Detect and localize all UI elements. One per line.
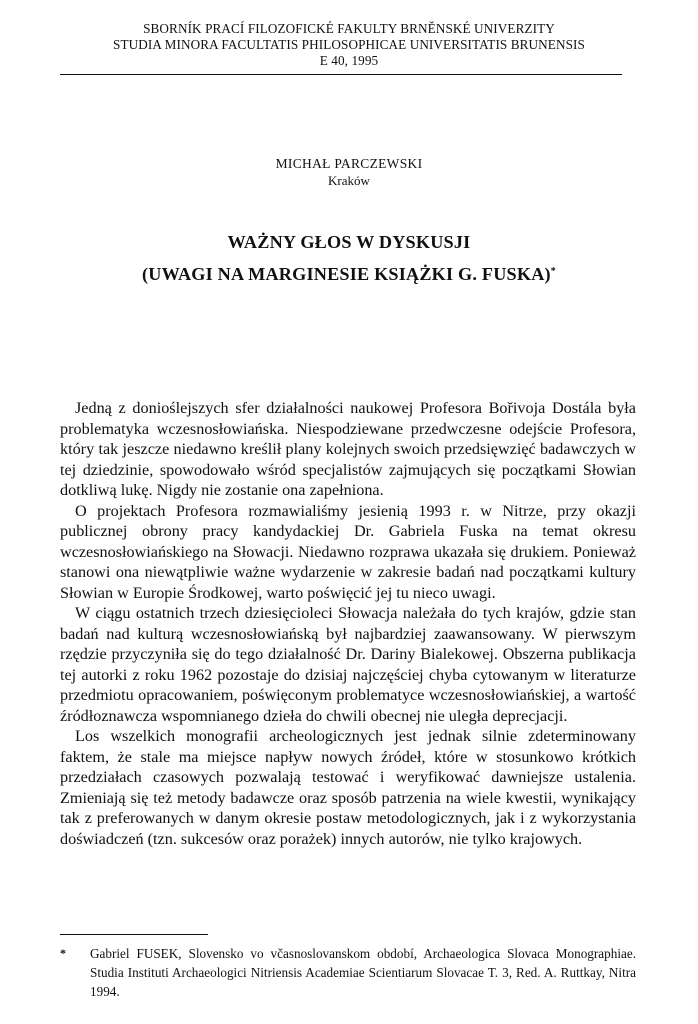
footnote-divider	[60, 934, 208, 935]
footnote-mark: *	[60, 946, 66, 960]
article-body	[60, 398, 636, 849]
title-footnote-mark: *	[550, 266, 556, 277]
header-line-1: SBORNÍK PRACÍ FILOZOFICKÉ FAKULTY BRNĚNSKÉ UNIVERZITY	[143, 21, 555, 36]
author-block	[0, 155, 698, 189]
paragraph: Jedną z donioślejszych sfer działalności naukowej Profesora Bořivoja Dostála była problematyka wczesnosłowiańska. Niespodziewane przedwczesne odejście Profesora, który tak jeszcze niedawno kreślił plany kolejnych swoich przedsięwzięć badawczych w tej dziedzinie, spowodowało wśród specjalistów zajmujących się początkami Słowian dotkliwą lukę. Nigdy nie zostanie ona zapełniona.	[60, 399, 636, 499]
article-title	[0, 228, 698, 289]
header-divider	[60, 74, 622, 75]
author-name: MICHAŁ PARCZEWSKI	[275, 156, 423, 171]
footnote-text: Gabriel FUSEK, Slovensko vo včasnoslovanskom období, Archaeologica Slovaca Monographiae. Studia Instituti Archaeologici Nitriensis Academiae Scientiarum Slovacae T. 3, Red. A. Ruttkay, Nitra 1994.	[90, 946, 636, 999]
paragraph: Los wszelkich monografii archeologicznych jest jednak silnie zdeterminowany faktem, że stale ma miejsce napływ nowych źródeł, które w stosunkowo krótkich przedziałach czasowych pozwalają testować i weryfikować dawniejsze ustalenia. Zmieniają się też metody badawcze oraz sposób patrzenia na wiele kwestii, wynikający tak z preferowanych w danym okresie postaw metodologicznych, jak i z wykorzystania doświadczeń (tzn. sukcesów oraz porażek) innych autorów, nie tylko krajowych.	[60, 727, 636, 848]
footnote	[60, 944, 636, 1001]
header-line-2: STUDIA MINORA FACULTATIS PHILOSOPHICAE UNIVERSITATIS BRUNENSIS	[113, 37, 585, 52]
paragraph: W ciągu ostatnich trzech dziesięcioleci Słowacja należała do tych krajów, gdzie stan badań nad kulturą wczesnosłowiańską był najbardziej zaawansowany. W pierwszym rzędzie przyczyniła się do tego działalność Dr. Dariny Bialekowej. Obszerna publikacja tej autorki z roku 1962 pozostaje do dzisiaj najczęściej chyba cytowanym w literaturze przedmiotu opracowaniem, poświęconym problematyce wczesnosłowiańskiej, a wartość źródłoznawcza wspomnianego dzieła do chwili obecnej nie uległa deprecjacji.	[60, 604, 636, 725]
header-line-3: E 40, 1995	[319, 53, 379, 68]
paragraph: O projektach Profesora rozmawialiśmy jesienią 1993 r. w Nitrze, przy okazji publicznej obrony pracy kandydackiej Dr. Gabriela Fuska na temat okresu wczesnosłowiańskiego na Słowacji. Niedawno rozprawa ukazała się drukiem. Ponieważ stanowi ona niewątpliwie ważne wydarzenie w zakresie badań nad początkami kultury Słowian w Europie Środkowej, warto poświęcić jej tu nieco uwagi.	[60, 501, 636, 602]
title-line-2	[0, 257, 698, 289]
author-city: Kraków	[328, 173, 370, 188]
journal-header	[0, 21, 698, 69]
title-line-2-text: (UWAGI NA MARGINESIE KSIĄŻKI G. FUSKA)	[142, 264, 551, 284]
title-line-1: WAŻNY GŁOS W DYSKUSJI	[227, 232, 471, 252]
